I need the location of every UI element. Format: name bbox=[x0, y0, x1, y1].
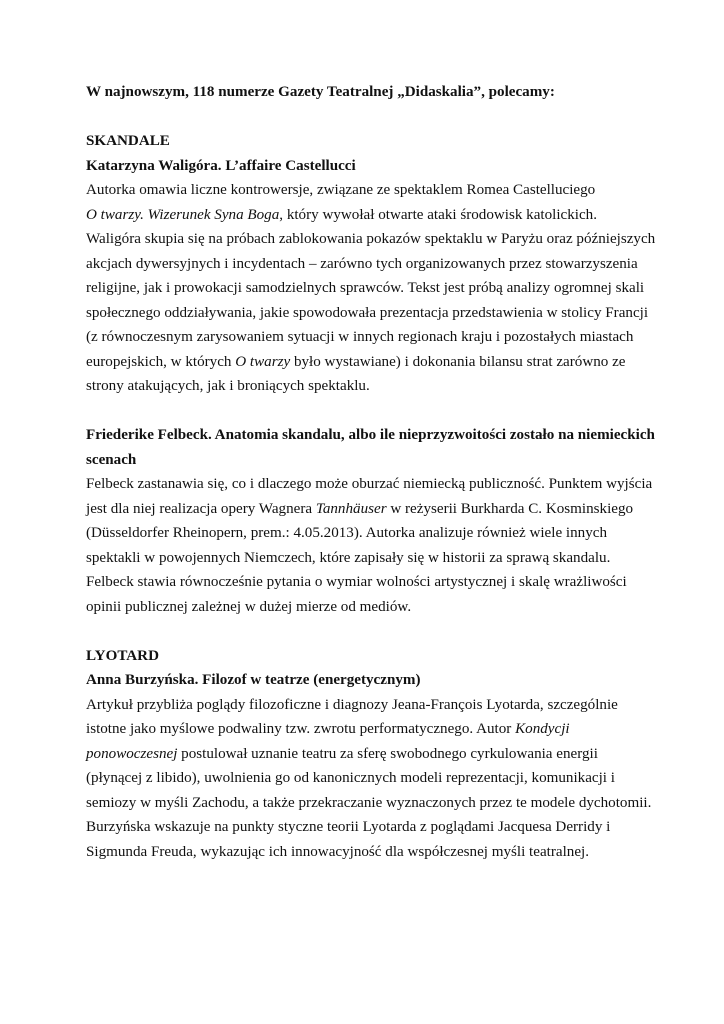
article-body-felbeck bbox=[86, 472, 653, 619]
body-line: europejskich, w których O twarzy było wystawiane) i dokonania bilansu strat zarówno ze bbox=[86, 353, 626, 370]
body-line: semiozy w myśli Zachodu, a także przekraczanie wyznaczonych przez te modele dychotomii. bbox=[86, 794, 652, 811]
body-line: akcjach dywersyjnych i incydentach – zarówno tych organizowanych przez stowarzyszenia bbox=[86, 255, 638, 272]
body-line: (z równoczesnym zarysowaniem sytuacji w innych regionach kraju i pozostałych miastach bbox=[86, 329, 634, 345]
body-line: jest dla niej realizacja opery Wagnera Tannhäuser w reżyserii Burkharda C. Kosminskiego bbox=[86, 500, 634, 517]
body-line: O twarzy. Wizerunek Syna Boga, który wywołał otwarte ataki środowisk katolickich. bbox=[86, 206, 598, 223]
body-line: istotne jako myślowe podwaliny tzw. zwrotu performatycznego. Autor Kondycji bbox=[86, 721, 570, 737]
body-line: spektakli w powojennych Niemczech, które zapisały się w historii za sprawą skandalu. bbox=[86, 549, 611, 566]
work-title: ponowoczesnej bbox=[86, 745, 178, 762]
body-line: strony atakujących, jak i broniących spektaklu. bbox=[86, 378, 370, 394]
article-title-felbeck-cont: scenach bbox=[86, 451, 137, 468]
body-line: Sigmunda Freuda, wykazując ich innowacyjność dla współczesnej myśli teatralnej. bbox=[86, 843, 589, 860]
body-line: (Düsseldorfer Rheinopern, prem.: 4.05.2013). Autorka analizuje również wiele innych bbox=[86, 525, 607, 541]
body-line: Waligóra skupia się na próbach zablokowania pokazów spektaklu w Paryżu oraz późniejszych bbox=[86, 231, 656, 247]
section-heading-skandale: SKANDALE bbox=[86, 133, 170, 149]
article-title-burzynska: Anna Burzyńska. Filozof w teatrze (energetycznym) bbox=[86, 672, 421, 688]
work-title: Tannhäuser bbox=[315, 500, 387, 517]
body-line: Felbeck zastanawia się, co i dlaczego może oburzać niemiecką publiczność. Punktem wyjścia bbox=[86, 476, 653, 492]
article-body-burzynska bbox=[86, 693, 652, 865]
body-line: Burzyńska wskazuje na punkty styczne teorii Lyotarda z poglądami Jacquesa Derridy i bbox=[86, 819, 611, 835]
article-body-waligora bbox=[86, 178, 656, 399]
body-line: Autorka omawia liczne kontrowersje, związane ze spektaklem Romea Castelluciego bbox=[86, 182, 596, 198]
body-line: ponowoczesnej postulował uznanie teatru za sferę swobodnego cyrkulowania energii bbox=[86, 745, 598, 762]
body-line: (płynącej z libido), uwolnienia go od kanonicznych modeli reprezentacji, komunikacji i bbox=[86, 770, 615, 786]
article-title-felbeck: Friederike Felbeck. Anatomia skandalu, albo ile nieprzyzwoitości zostało na niemieckich bbox=[86, 427, 655, 443]
article-title-waligora: Katarzyna Waligóra. L’affaire Castellucci bbox=[86, 157, 356, 174]
document-page bbox=[86, 80, 656, 864]
body-line: Artykuł przybliża poglądy filozoficzne i diagnozy Jeana-François Lyotarda, szczególnie bbox=[86, 696, 618, 713]
body-line: religijne, jak i prowokacji samodzielnych sprawców. Tekst jest próbą analizy ogromnej skali bbox=[86, 280, 645, 296]
section-heading-lyotard: LYOTARD bbox=[86, 647, 159, 664]
body-line: opinii publicznej zależnej w dużej mierze od mediów. bbox=[86, 598, 412, 615]
body-line: społecznego oddziaływania, jakie spowodowała prezentacja przedstawienia w stolicy Francji bbox=[86, 304, 649, 321]
work-title: O twarzy bbox=[235, 353, 291, 370]
work-title: O twarzy. Wizerunek Syna Boga bbox=[86, 206, 280, 223]
intro-heading: W najnowszym, 118 numerze Gazety Teatralnej „Didaskalia”, polecamy: bbox=[86, 84, 555, 100]
body-line: Felbeck stawia równocześnie pytania o wymiar wolności artystycznej i skalę wrażliwości bbox=[86, 574, 627, 590]
work-title: Kondycji bbox=[515, 721, 570, 737]
